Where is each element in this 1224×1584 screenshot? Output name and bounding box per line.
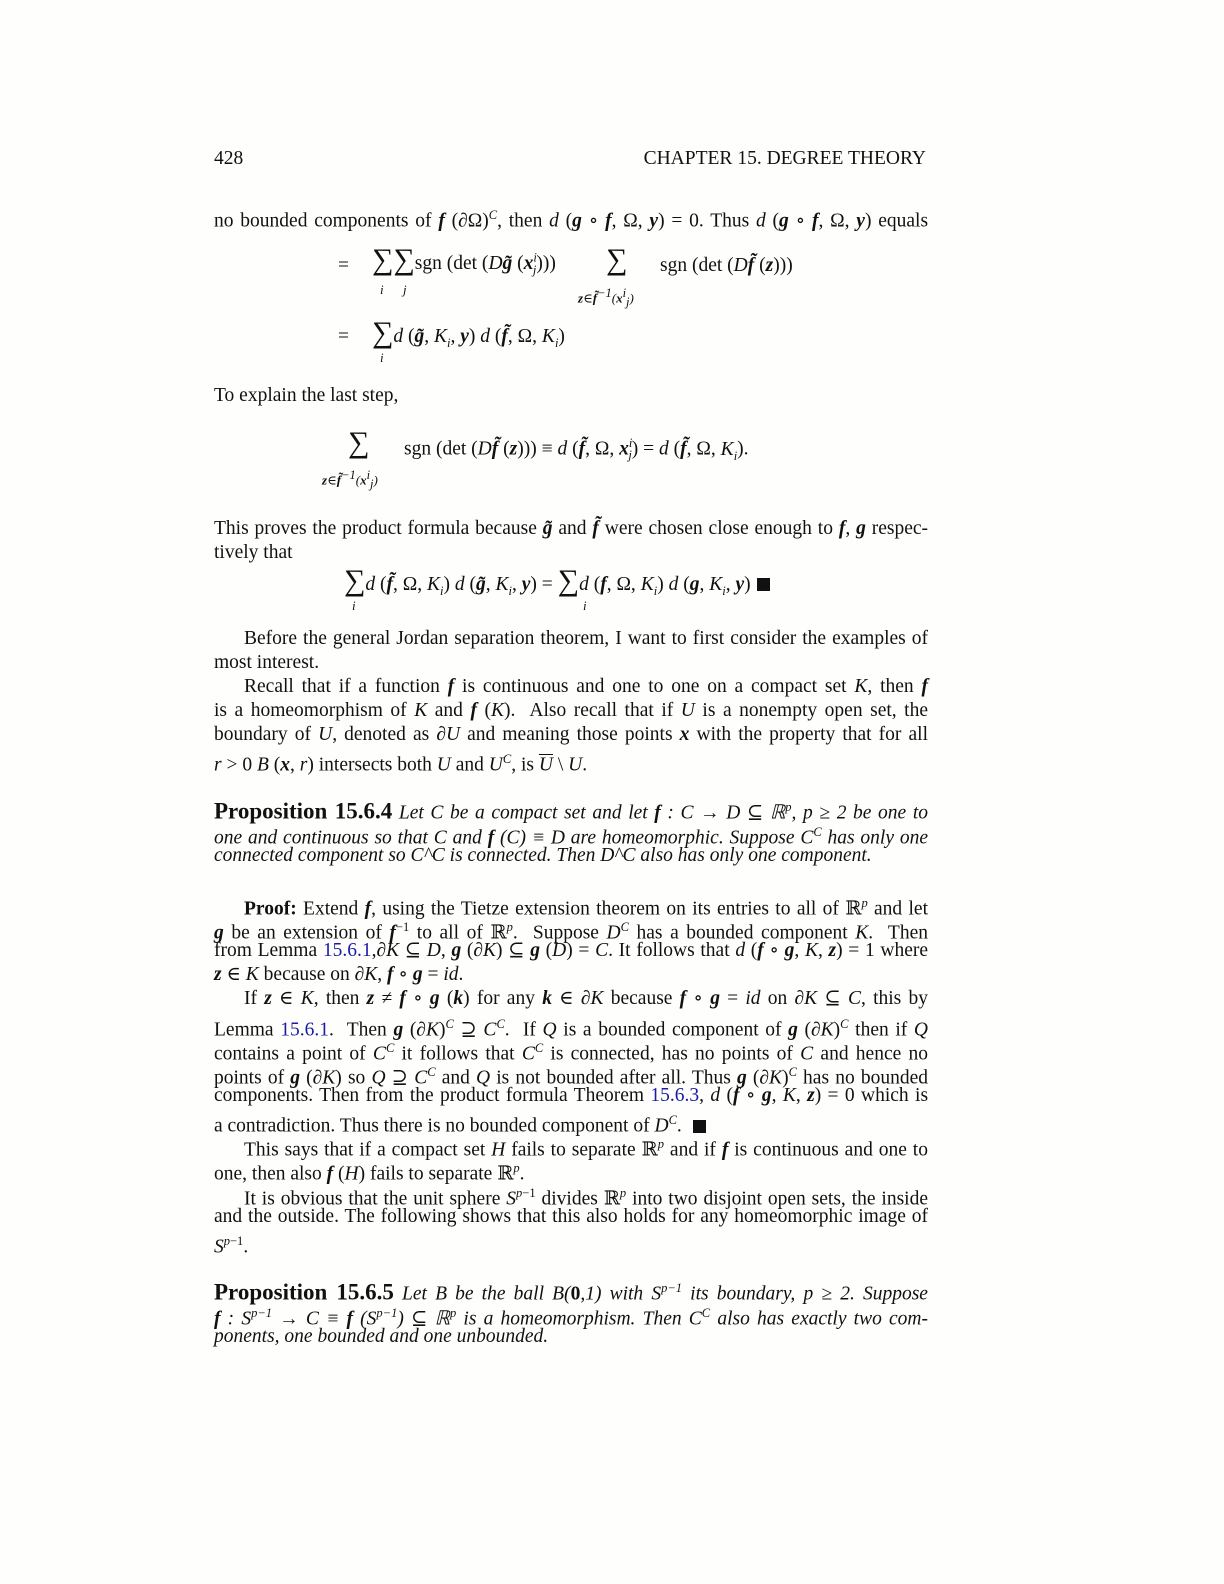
says-line-1: This says that if a compact set H fails to separate ℝ$^p$ and if f is continuous and one to [244,1137,928,1161]
lemma-15-6-1-link-2[interactable]: 15.6.1 [280,1019,329,1041]
before-line-1: Before the general Jordan separation theorem, I want to first consider the examples of [244,628,928,649]
obvious-line-3: $S^{p-1}$. [214,1234,249,1258]
recall-line-2: is a homeomorphism of K and f (K). Also recall that if U is a nonempty open set, the [214,700,928,721]
recall-line-1: Recall that if a function f is continuous and one to one on a compact set K, then f [244,676,928,697]
proof-line-9: components. Then from the product formula Theorem 15.6.3, d (f ∘ g, K, z) = 0 which is [214,1085,929,1106]
proves-line-1: This proves the product formula because g̃ and f̃ were chosen close enough to f, g respec- [214,518,928,539]
proposition-15-6-4-line-2: one and continuous so that C and f (C) ≡ D are homeomorphic. Suppose $C^C$ has only one [214,825,928,849]
proposition-title: Proposition 15.6.4 [214,798,393,824]
proof-line-7: contains a point of $C^C$ it follows that $C^C$ is connected, has no points of C and hence no [214,1041,929,1065]
recall-line-4: r > 0 B (x, r) intersects both U and $U^C$, is $\overline{U}$ \ U. [214,752,588,776]
running-header: CHAPTER 15. DEGREE THEORY [643,148,926,169]
obvious-line-2: and the outside. The following shows that this also holds for any homeomorphic image of [214,1206,928,1227]
proposition-15-6-5-line-3: ponents, one bounded and one unbounded. [214,1326,549,1347]
proof-line-6: Lemma 15.6.1. Then g $(\partial K)^C$ ⊇ $C^C$. If Q is a bounded component of g $(\partial K)^C$ then if Q [214,1017,928,1041]
qed-icon [757,578,770,591]
page-number: 428 [214,148,244,169]
proof-line-2: g be an extension of $f^{-1}$ to all of ℝ$^p$. Suppose $D^C$ has a bounded component K. Then [214,920,928,944]
qed-icon [693,1120,706,1133]
lemma-15-6-1-link[interactable]: 15.6.1 [322,940,372,961]
proposition-15-6-5: Proposition 15.6.5 Let B be the ball B(0,1) with $S^{p-1}$ its boundary, p ≥ 2. Suppose [214,1279,928,1305]
proposition-15-6-5-line-2: f : $S^{p-1} \to C \equiv f$ $(S^{p-1})$ ⊆ ℝ$^p$ is a homeomorphism. Then $C^C$ also has exactly two com- [214,1306,929,1330]
proof-line-10: a contradiction. Thus there is no bounded component of $D^C$. [214,1108,928,1139]
proves-line-2: tively that [214,542,293,563]
proposition-15-6-4-line-3: connected component so C^C is connected. Then D^C also has only one component. [214,845,872,866]
proof-line-5: If z ∈ K, then z ≠ f ∘ g (k) for any k ∈ ∂K because f ∘ g = id on ∂K ⊆ C, this by [244,988,928,1009]
proof-line-1: Proof: Extend f, using the Tietze extension theorem on its entries to all of ℝ$^p$ and let [244,896,929,920]
before-line-2: most interest. [214,652,320,673]
theorem-15-6-3-link[interactable]: 15.6.3 [650,1085,700,1106]
proof-line-8: points of g (∂K) so Q ⊇ $C^C$ and Q is not bounded after all. Thus g $(\partial K)^C$ has no bounded [214,1065,929,1089]
obvious-line-1: It is obvious that the unit sphere $S^{p-1}$ divides ℝ$^p$ into two disjoint open sets, the inside [244,1186,928,1210]
proposition-15-6-4: Proposition 15.6.4 Let C be a compact set and let f : C → D ⊆ ℝ$^p$, p ≥ 2 be one to [214,798,928,824]
says-line-2: one, then also f (H) fails to separate ℝ$^p$. [214,1161,525,1185]
intro-paragraph: no bounded components of f $(\partial\Omega)^C$, then d (g ∘ f, Ω, y) = 0. Thus d (g ∘ f, Ω, y) equals [214,208,929,232]
explain-text: To explain the last step, [214,385,399,406]
proof-line-3: from Lemma 15.6.1,∂K ⊆ D, g (∂K) ⊆ g (D) = C. It follows that d (f ∘ g, K, z) = 1 where [214,940,929,961]
proof-label: Proof: [244,898,297,920]
proof-line-4: z ∈ K because on ∂K, f ∘ g = id. [214,964,464,985]
proposition-title: Proposition 15.6.5 [214,1279,394,1305]
recall-line-3: boundary of U, denoted as ∂U and meaning those points x with the property that for all [214,724,928,745]
